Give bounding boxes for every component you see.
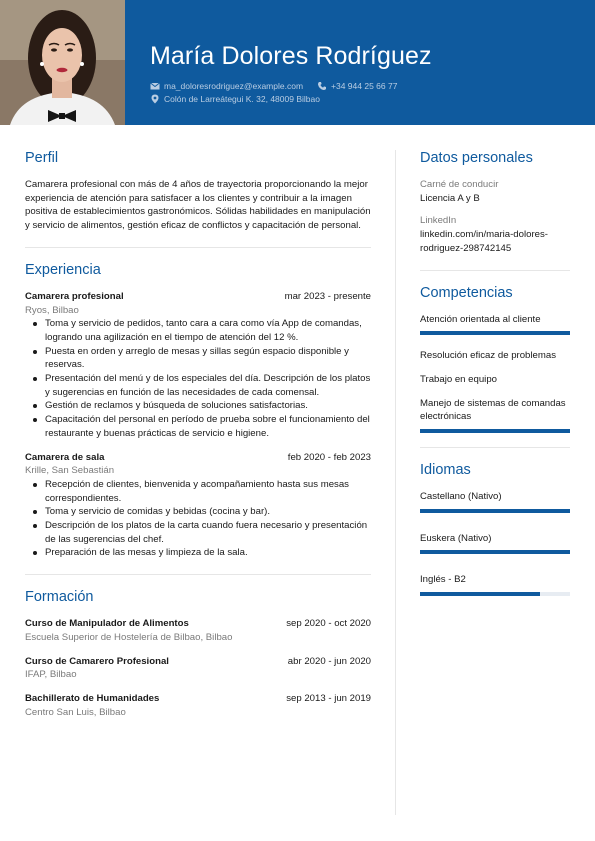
main-column <box>25 150 371 729</box>
language-item <box>420 490 570 513</box>
bullet-item: Toma y servicio de pedidos, tanto cara a cara como vía App de comandas, logrando una agilización en el tiempo de atención del 12 %. <box>25 317 371 344</box>
experience-heading: Experiencia <box>25 261 101 278</box>
course-institution: IFAP, Bilbao <box>25 669 77 681</box>
bullet-item: Puesta en orden y arreglo de mesas y sillas según espacio disponible y reservas. <box>25 345 371 372</box>
contact-phone[interactable] <box>317 81 397 91</box>
skill-item <box>420 397 570 433</box>
contact-row-1 <box>150 81 411 91</box>
header-banner <box>0 0 595 125</box>
skill-name: Manejo de sistemas de comandas electrónicas <box>420 397 566 423</box>
job-entry <box>25 290 371 441</box>
linkedin-link[interactable]: linkedin.com/in/maria-dolores-rodriguez-298742145 <box>420 229 548 254</box>
job-dates: feb 2020 - feb 2023 <box>287 451 371 463</box>
course-institution: Escuela Superior de Hostelería de Bilbao, Bilbao <box>25 631 233 643</box>
candidate-name: María Dolores Rodríguez <box>150 42 432 70</box>
section-divider <box>25 247 371 248</box>
field-label: Carné de conducir <box>420 179 499 190</box>
job-bullets <box>25 317 371 440</box>
bullet-item: Preparación de las mesas y limpieza de la sala. <box>25 546 371 560</box>
phone-text: +34 944 25 66 77 <box>331 81 398 91</box>
profile-photo <box>0 0 125 125</box>
language-item <box>420 573 570 596</box>
address-text: Colón de Larreátegui K. 32, 48009 Bilbao <box>164 94 320 104</box>
contact-email[interactable] <box>150 81 303 91</box>
course-dates: sep 2020 - oct 2020 <box>286 618 371 630</box>
skill-item <box>420 349 570 363</box>
field-label: LinkedIn <box>420 215 457 227</box>
skill-bar-fill <box>420 429 570 433</box>
bullet-item: Recepción de clientes, bienvenida y acompañamiento hasta sus mesas correspondientes. <box>25 478 371 505</box>
education-heading: Formación <box>25 589 94 606</box>
bullet-item: Descripción de los platos de la carta cuando fuera necesario y presentación de las sugerencias del chef. <box>25 519 371 546</box>
skill-bar <box>420 429 570 433</box>
job-entry <box>25 451 371 561</box>
bullet-item: Toma y servicio de comidas y bebidas (cocina y bar). <box>25 505 371 519</box>
section-divider <box>420 447 570 448</box>
contact-row-2 <box>150 94 334 104</box>
education-entry <box>25 617 371 644</box>
bullet-item: Gestión de reclamos y búsqueda de soluciones satisfactorias. <box>25 399 371 413</box>
personal-field <box>420 214 570 255</box>
section-divider <box>420 270 570 271</box>
profile-heading: Perfil <box>25 150 59 166</box>
email-text: ma_doloresrodriguez@example.com <box>164 81 304 91</box>
contact-address <box>150 94 320 104</box>
language-item <box>420 532 570 555</box>
job-title: Camarera de sala <box>25 451 105 463</box>
bullet-item: Presentación del menú y de los especiales del día. Descripción de los platos y sugerencias en función de las necesidades de cada comensal. <box>25 372 371 399</box>
skill-bar-fill <box>420 331 570 335</box>
languages-heading: Idiomas <box>420 462 471 479</box>
column-divider <box>395 150 396 815</box>
course-title: Curso de Camarero Profesional <box>25 655 169 667</box>
job-dates: mar 2023 - presente <box>284 290 371 302</box>
skills-heading: Competencias <box>420 284 513 301</box>
language-name: Euskera (Nativo) <box>420 532 492 544</box>
course-institution: Centro San Luis, Bilbao <box>25 706 126 718</box>
language-bar <box>420 550 570 554</box>
skill-name: Trabajo en equipo <box>420 373 497 385</box>
bullet-item: Capacitación del personal en período de prueba sobre el funcionamiento del restaurante y buenas prácticas de servicio e higiene. <box>25 413 371 440</box>
language-bar <box>420 509 570 513</box>
language-name: Castellano (Nativo) <box>420 491 502 503</box>
skill-bar <box>420 331 570 335</box>
skill-item <box>420 313 570 336</box>
job-employer: Krille, San Sebastián <box>25 465 115 477</box>
personal-field <box>420 178 570 205</box>
location-pin-icon <box>150 94 160 104</box>
education-entry <box>25 692 371 719</box>
language-bar-fill <box>420 509 570 513</box>
course-title: Curso de Manipulador de Alimentos <box>25 618 189 630</box>
field-value: Licencia A y B <box>420 192 480 204</box>
course-dates: sep 2013 - jun 2019 <box>286 692 371 704</box>
skill-name: Resolución eficaz de problemas <box>420 350 556 362</box>
section-divider <box>25 574 371 575</box>
language-bar <box>420 592 570 596</box>
skill-name: Atención orientada al cliente <box>420 313 541 325</box>
course-title: Bachillerato de Humanidades <box>25 692 160 704</box>
course-dates: abr 2020 - jun 2020 <box>287 655 371 667</box>
job-employer: Ryos, Bilbao <box>25 304 79 316</box>
profile-text: Camarera profesional con más de 4 años de trayectoria proporcionando la mejor experiencia de atención para satisfacer a los clientes y contribuir a la imagen positiva de establecimientos gastronómicos. Sólidas habilidades en manipulación y servicio de alimentos, gestión eficaz de conflictos y capacitación de personal. <box>25 179 371 232</box>
phone-icon <box>317 81 327 91</box>
skill-item <box>420 373 570 387</box>
personal-heading: Datos personales <box>420 150 533 166</box>
language-bar-fill <box>420 550 570 554</box>
side-column <box>420 150 570 610</box>
job-bullets <box>25 478 371 560</box>
language-name: Inglés - B2 <box>420 574 466 586</box>
envelope-icon <box>150 81 160 91</box>
language-bar-fill <box>420 592 540 596</box>
job-title: Camarera profesional <box>25 290 124 302</box>
education-entry <box>25 655 371 682</box>
